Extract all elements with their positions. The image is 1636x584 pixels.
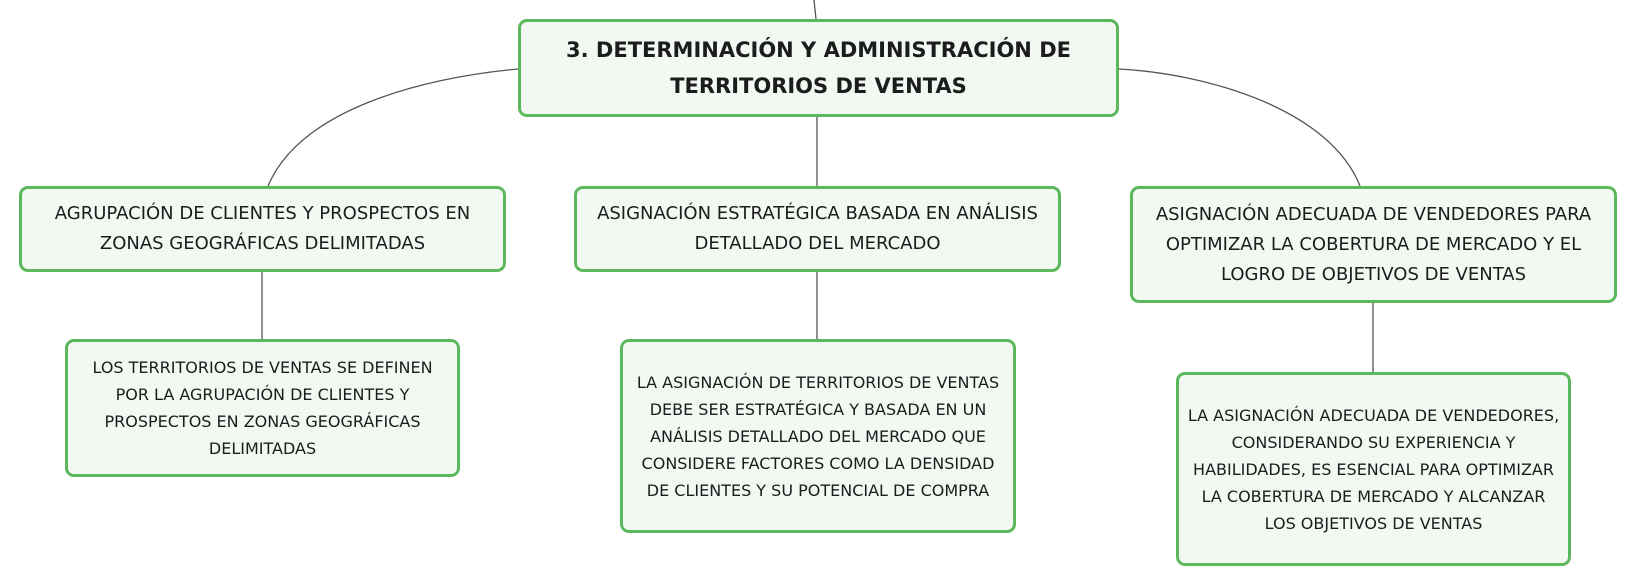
detail-text-1: LOS TERRITORIOS DE VENTAS SE DEFINEN POR LA AGRUPACIÓN DE CLIENTES Y PROSPECTOS EN ZONAS GEOGRÁFICAS DELIMITADAS (92, 358, 433, 458)
root-topic-node[interactable] (518, 19, 1119, 117)
branch-topic-node-2[interactable] (574, 186, 1061, 272)
branch-topic-text-2: ASIGNACIÓN ESTRATÉGICA BASADA EN ANÁLISIS DETALLADO DEL MERCADO (597, 203, 1038, 254)
branch-topic-text-1: AGRUPACIÓN DE CLIENTES Y PROSPECTOS EN ZONAS GEOGRÁFICAS DELIMITADAS (54, 203, 471, 254)
connector-root-to-branch-3 (1119, 69, 1360, 186)
detail-text-2: LA ASIGNACIÓN DE TERRITORIOS DE VENTAS DEBE SER ESTRATÉGICA Y BASADA EN UN ANÁLISIS DETALLADO DEL MERCADO QUE CONSIDERE FACTORES COMO LA DENSIDAD DE CLIENTES Y SU POTENCIAL DE COMPRA (636, 372, 1000, 500)
detail-node-3[interactable] (1176, 372, 1571, 566)
connector-parent-to-root (814, 0, 816, 19)
branch-topic-node-1[interactable] (19, 186, 506, 272)
branch-topic-node-3[interactable] (1130, 186, 1617, 303)
connector-root-to-branch-1 (268, 69, 518, 186)
root-topic-text: 3. DETERMINACIÓN Y ADMINISTRACIÓN DE TERRITORIOS DE VENTAS (566, 38, 1071, 98)
branch-topic-text-3: ASIGNACIÓN ADECUADA DE VENDEDORES PARA OPTIMIZAR LA COBERTURA DE MERCADO Y EL LOGRO DE OBJETIVOS DE VENTAS (1155, 203, 1592, 285)
detail-node-2[interactable] (620, 339, 1016, 533)
detail-node-1[interactable] (65, 339, 460, 477)
detail-text-3: LA ASIGNACIÓN ADECUADA DE VENDEDORES, CONSIDERANDO SU EXPERIENCIA Y HABILIDADES, ES ESENCIAL PARA OPTIMIZAR LA COBERTURA DE MERCADO Y ALCANZAR LOS OBJETIVOS DE VENTAS (1187, 405, 1560, 533)
